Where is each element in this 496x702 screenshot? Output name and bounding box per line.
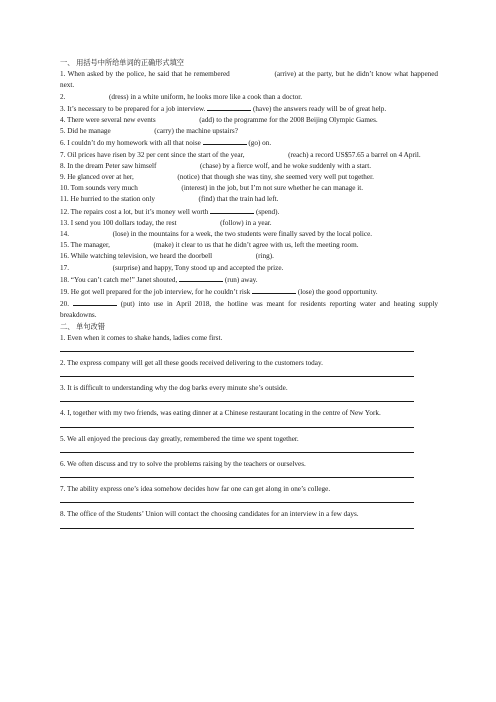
answer-line[interactable] (60, 376, 414, 377)
fill-blank-question (60, 286, 438, 298)
question-text-after: (reach) a record US$57.65 a barrel on 4 April. (288, 150, 421, 159)
fill-blank-question (60, 298, 438, 321)
answer-blank[interactable] (203, 137, 247, 145)
question-text-before: 12. The repairs cost a lot, but it’s money well worth (60, 207, 209, 216)
question-text-before: 8. In the dream Peter saw himself (60, 161, 157, 170)
question-text-after: (chase) by a fierce wolf, and he woke suddenly with a start. (200, 161, 372, 170)
question-text-after: (follow) in a year. (220, 218, 272, 227)
question-text-before: 17. (60, 263, 69, 272)
question-text-after: (carry) the machine upstairs? (154, 127, 238, 136)
section-2-items (60, 333, 438, 529)
question-text-before: 5. Did he manage (60, 127, 111, 136)
error-correction-sentence: 8. The office of the Students’ Union will contact the choosing candidates for an interview in a few days. (60, 510, 359, 519)
answer-line[interactable] (60, 477, 414, 478)
fill-blank-question (60, 218, 438, 229)
error-correction-sentence: 1. Even when it comes to shake hands, ladies come first. (60, 333, 223, 342)
question-text-after: (make) it clear to us that he didn’t agree with us, left the meeting room. (153, 241, 359, 250)
question-text-before: 2. (60, 92, 66, 101)
error-correction-sentence: 3. It is difficult to understanding why the dog barks every minute she’s outside. (60, 384, 288, 393)
fill-blank-question (60, 274, 438, 286)
fill-blank-question (60, 150, 438, 161)
question-text-before: 6. I couldn’t do my homework with all that noise (60, 139, 201, 148)
question-text-before: 15. The manager, (60, 241, 110, 250)
fill-blank-question (60, 194, 438, 205)
fill-blank-question (60, 69, 438, 91)
answer-blank[interactable] (207, 103, 251, 111)
error-correction-sentence: 5. We all enjoyed the precious day greatly, remembered the time we spent together. (60, 434, 299, 443)
fill-blank-question (60, 172, 438, 183)
fill-blank-question (60, 206, 438, 218)
fill-blank-question (60, 251, 438, 262)
fill-blank-question (60, 183, 438, 194)
question-text-after: (ring). (255, 252, 274, 261)
worksheet-content (60, 58, 438, 535)
question-text-after: (run) away. (224, 275, 258, 284)
question-text-after: (lose) in the mountains for a week, the two students were finally saved by the local police. (112, 230, 373, 239)
question-text-after: (arrive) at the party, but he didn’t know what happened next. (60, 70, 439, 90)
answer-blank[interactable] (73, 298, 117, 306)
question-text-after: (add) to the programme for the 2008 Beijing Olympic Games. (199, 116, 378, 125)
error-correction-sentence: 2. The express company will get all these goods received delivering to the customers today. (60, 359, 323, 368)
fill-blank-question (60, 229, 438, 240)
question-text-before: 16. While watching television, we heard the doorbell (60, 252, 213, 261)
answer-line[interactable] (60, 452, 414, 453)
question-text-after: (have) the answers ready will be of great help. (253, 104, 387, 113)
error-correction-sentence: 7. The ability express one’s idea somehow decides how far one can get along in one’s college. (60, 485, 331, 494)
fill-blank-question (60, 115, 438, 126)
answer-line[interactable] (60, 528, 414, 529)
answer-blank[interactable] (179, 274, 223, 282)
answer-line[interactable] (60, 401, 414, 402)
fill-blank-question (60, 103, 438, 115)
answer-blank[interactable] (210, 206, 254, 214)
fill-blank-question (60, 137, 438, 149)
question-text-before: 14. (60, 230, 69, 239)
answer-line[interactable] (60, 427, 414, 428)
question-text-after: (lose) the good opportunity. (297, 288, 378, 297)
question-text-before: 19. He got well prepared for the job interview, for he couldn’t risk (60, 288, 251, 297)
question-text-before: 18. “You can’t catch me!” Janet shouted, (60, 275, 178, 284)
fill-blank-question (60, 263, 438, 274)
fill-blank-question (60, 126, 438, 137)
question-text-before: 1. When asked by the police, he said that he remembered (60, 70, 230, 79)
question-text-after: (surprise) and happy, Tony stood up and accepted the prize. (112, 263, 284, 272)
question-text-before: 7. Oil prices have risen by 32 per cent since the start of the year, (60, 150, 245, 159)
question-text-after: (notice) that though she was tiny, she seemed very well put together. (177, 173, 374, 182)
question-text-before: 3. It’s necessary to be prepared for a job interview. (60, 104, 206, 113)
question-text-after: (go) on. (248, 139, 272, 148)
answer-blank[interactable] (252, 286, 296, 294)
fill-blank-question (60, 161, 438, 172)
question-text-after: (spend). (255, 207, 280, 216)
error-correction-sentence: 6. We often discuss and try to solve the problems raising by the teachers or ourselves. (60, 459, 306, 468)
fill-blank-question (60, 92, 438, 103)
question-text-before: 13. I send you 100 dollars today, the rest (60, 218, 177, 227)
question-text-before: 9. He glanced over at her, (60, 173, 134, 182)
error-correction-sentence: 4. I, together with my two friends, was eating dinner at a Chinese restaurant locating in the centre of New York. (60, 409, 381, 418)
question-text-after: (dress) in a white uniform, he looks more like a cook than a doctor. (108, 92, 302, 101)
section-2-title: 二、 单句改错 (60, 322, 105, 331)
answer-line[interactable] (60, 351, 414, 352)
question-text-before: 10. Tom sounds very much (60, 184, 138, 193)
question-text-after: (find) that the train had left. (198, 195, 279, 204)
answer-line[interactable] (60, 502, 414, 503)
fill-blank-question (60, 240, 438, 251)
section-1-items (60, 69, 438, 321)
question-text-after: (interest) in the job, but I’m not sure whether he can manage it. (181, 184, 364, 193)
question-text-before: 4. There were several new events (60, 116, 156, 125)
question-text-before: 11. He hurried to the station only (60, 195, 155, 204)
question-text-before: 20. (60, 300, 69, 309)
section-1-title: 一、 用括号中所给单词的正确形式填空 (60, 59, 184, 67)
question-text-after: (put) into use in April 2018, the hotline was meant for residents reporting water and heating supply breakdowns. (60, 300, 439, 320)
